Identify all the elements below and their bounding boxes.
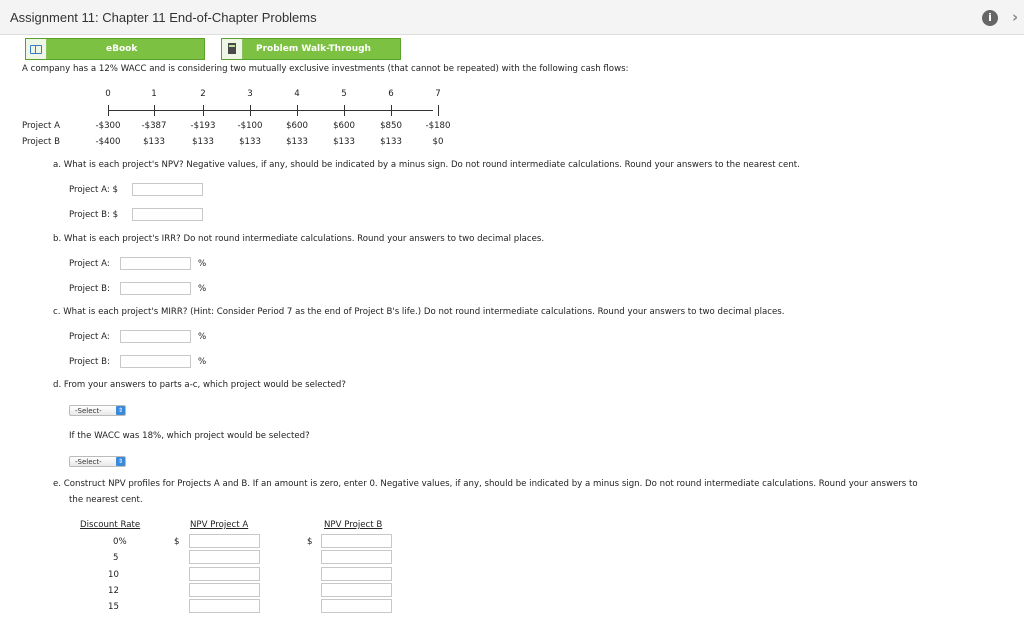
timeline-tick (154, 105, 155, 116)
project-a-flow-3: -$100 (237, 121, 263, 131)
question-b: b. What is each project's IRR? Do not round intermediate calculations. Round your answers to two decimal places. (53, 234, 545, 244)
project-b-flow-3: $133 (239, 137, 261, 147)
select-value: -Select- (75, 407, 102, 415)
period-7: 7 (435, 89, 441, 99)
npv-a-input-row-3[interactable] (189, 583, 260, 597)
timeline-tick (203, 105, 204, 116)
irr-b-label: Project B: (69, 284, 110, 294)
book-icon (26, 39, 47, 59)
walkthrough-label: Problem Walk-Through (256, 44, 371, 54)
currency-symbol-a: $ (174, 537, 180, 547)
timeline-tick (108, 105, 109, 116)
mirr-project-a-input[interactable] (120, 330, 191, 343)
project-b-flow-4: $133 (286, 137, 308, 147)
mirr-b-unit: % (198, 357, 207, 367)
project-a-flow-1: -$387 (141, 121, 167, 131)
project-b-row-label: Project B (22, 137, 61, 147)
col-discount-rate: Discount Rate (80, 520, 141, 530)
irr-b-unit: % (198, 284, 207, 294)
info-icon[interactable]: i (982, 10, 998, 26)
period-3: 3 (247, 89, 253, 99)
problem-intro: A company has a 12% WACC and is considering two mutually exclusive investments (that cannot be repeated) with the following cash flows: (22, 64, 629, 74)
col-npv-project-b: NPV Project B (324, 520, 383, 530)
project-a-row-label: Project A (22, 121, 61, 131)
irr-a-unit: % (198, 259, 207, 269)
question-e: e. Construct NPV profiles for Projects A and B. If an amount is zero, enter 0. Negative values, if any, should be indicated by a minus sign. Do not round intermediate calculations. Round your answers to (53, 479, 918, 489)
page-title: Assignment 11: Chapter 11 End-of-Chapter Problems (10, 10, 317, 25)
rate-row-3: 12 (108, 586, 119, 596)
project-b-flow-1: $133 (143, 137, 165, 147)
npv-project-a-input[interactable] (132, 183, 203, 196)
mirr-b-label: Project B: (69, 357, 110, 367)
project-select-12-wacc[interactable] (69, 405, 126, 416)
rate-row-1: 5 (113, 553, 119, 563)
npv-b-input-row-1[interactable] (321, 550, 392, 564)
rate-row-2: 10 (108, 570, 119, 580)
timeline-axis (108, 110, 433, 111)
period-1: 1 (151, 89, 157, 99)
npv-b-input-row-0[interactable] (321, 534, 392, 548)
project-a-flow-2: -$193 (190, 121, 216, 131)
question-d: d. From your answers to parts a-c, which project would be selected? (53, 380, 346, 390)
npv-b-input-row-3[interactable] (321, 583, 392, 597)
period-6: 6 (388, 89, 394, 99)
irr-project-b-input[interactable] (120, 282, 191, 295)
project-b-flow-0: -$400 (95, 137, 121, 147)
dropdown-arrow-icon: ⇕ (117, 407, 124, 414)
timeline-tick (438, 105, 439, 116)
timeline-tick (344, 105, 345, 116)
mirr-a-unit: % (198, 332, 207, 342)
project-a-flow-4: $600 (286, 121, 308, 131)
mirr-project-b-input[interactable] (120, 355, 191, 368)
irr-project-a-input[interactable] (120, 257, 191, 270)
mirr-a-label: Project A: (69, 332, 110, 342)
npv-a-input-row-0[interactable] (189, 534, 260, 548)
rate-row-0: 0% (113, 537, 127, 547)
npv-b-label: Project B: $ (69, 210, 119, 220)
dropdown-arrow-icon: ⇕ (117, 458, 124, 465)
period-4: 4 (294, 89, 300, 99)
question-c: c. What is each project's MIRR? (Hint: Consider Period 7 as the end of Project B's life.) Do not round intermediate calculations. Round your answers to two decimal places. (53, 307, 785, 317)
irr-a-label: Project A: (69, 259, 110, 269)
period-0: 0 (105, 89, 111, 99)
npv-project-b-input[interactable] (132, 208, 203, 221)
question-d-followup: If the WACC was 18%, which project would be selected? (69, 431, 310, 441)
timeline-tick (250, 105, 251, 116)
question-e-cont: the nearest cent. (69, 495, 143, 505)
ebook-label: eBook (106, 44, 138, 54)
project-a-flow-6: $850 (380, 121, 402, 131)
project-a-flow-0: -$300 (95, 121, 121, 131)
project-a-flow-7: -$180 (425, 121, 451, 131)
timeline-tick (297, 105, 298, 116)
project-select-18-wacc[interactable] (69, 456, 126, 467)
rate-row-4: 15 (108, 602, 119, 612)
period-5: 5 (341, 89, 347, 99)
npv-a-input-row-4[interactable] (189, 599, 260, 613)
select-value: -Select- (75, 458, 102, 466)
problem-walkthrough-button[interactable] (221, 38, 401, 60)
assignment-header (0, 0, 1024, 35)
project-b-flow-7: $0 (432, 137, 444, 147)
calculator-icon (222, 39, 243, 59)
npv-a-label: Project A: $ (69, 185, 118, 195)
npv-b-input-row-2[interactable] (321, 567, 392, 581)
timeline-tick (391, 105, 392, 116)
project-a-flow-5: $600 (333, 121, 355, 131)
period-2: 2 (200, 89, 206, 99)
npv-a-input-row-1[interactable] (189, 550, 260, 564)
col-npv-project-a: NPV Project A (190, 520, 249, 530)
ebook-button[interactable] (25, 38, 205, 60)
project-b-flow-6: $133 (380, 137, 402, 147)
project-b-flow-5: $133 (333, 137, 355, 147)
currency-symbol-b: $ (307, 537, 313, 547)
chevron-right-icon[interactable]: › (1012, 8, 1019, 26)
npv-b-input-row-4[interactable] (321, 599, 392, 613)
question-a: a. What is each project's NPV? Negative values, if any, should be indicated by a minus sign. Do not round intermediate calculations. Round your answers to the nearest cent. (53, 160, 800, 170)
npv-a-input-row-2[interactable] (189, 567, 260, 581)
project-b-flow-2: $133 (192, 137, 214, 147)
